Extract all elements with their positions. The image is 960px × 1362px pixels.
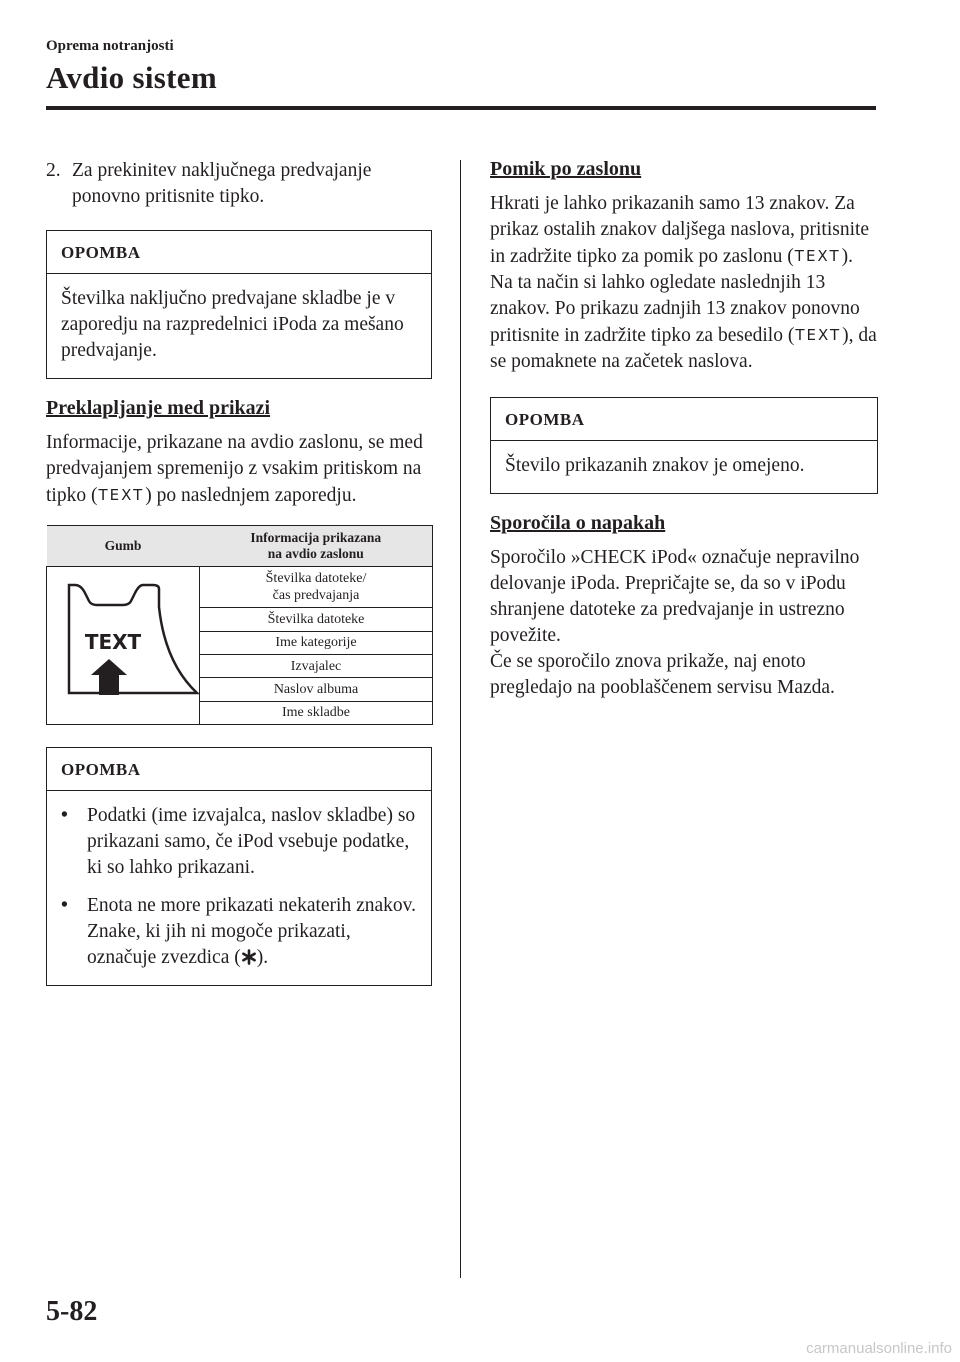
note-heading: OPOMBA xyxy=(491,398,877,441)
step-text: Za prekinitev naključnega predvajanje ponovno pritisnite tipko. xyxy=(72,160,372,207)
bullet-text: Enota ne more prikazati nekaterih znakov. Znake, ki jih ni mogoče prikazati, označuje zvezdica ( ). xyxy=(87,895,417,968)
subheading-scroll: Pomik po zaslonu xyxy=(490,158,642,180)
note-text: Številka naključno predvajane skladbe je v zaporedju na razpredelnici iPoda za mešano predvajanje. xyxy=(61,288,404,361)
note-box-shuffle xyxy=(46,230,432,379)
text-key-icon: TEXT xyxy=(795,326,842,344)
page-number: 5-82 xyxy=(46,1296,98,1327)
paragraph-errors-repeat: Če se sporočilo znova prikaže, naj enoto pregledajo na pooblaščenem servisu Mazda. xyxy=(490,651,835,698)
note-body xyxy=(491,441,877,493)
table-cell: Ime skladbe xyxy=(200,701,433,724)
bullet-item xyxy=(61,893,417,971)
text-key-icon: TEXT xyxy=(794,247,841,265)
left-column xyxy=(46,158,432,986)
table-cell: Naslov albuma xyxy=(200,678,433,701)
table-cell: Številka datoteke xyxy=(200,608,433,631)
step-number: 2. xyxy=(46,160,61,181)
header-rule xyxy=(46,106,876,110)
bullet-mark: • xyxy=(61,805,68,826)
svg-text:TEXT: TEXT xyxy=(84,630,142,654)
text-key-icon: TEXT xyxy=(98,486,145,504)
bullet-mark: • xyxy=(61,895,68,916)
table-cell: Ime kategorije xyxy=(200,631,433,654)
asterisk-icon xyxy=(241,949,257,965)
paragraph-display-switch: Informacije, prikazane na avdio zaslonu, se med predvajanjem spremenijo z vsakim pritiskom na tipko (TEXT) po naslednjem zaporedju. xyxy=(46,432,423,506)
step-2 xyxy=(46,158,432,210)
page-title: Avdio sistem xyxy=(46,60,217,95)
note-box-char-limit xyxy=(490,397,878,494)
table-cell: Izvajalec xyxy=(200,655,433,678)
section-label: Oprema notranjosti xyxy=(46,38,174,54)
right-column xyxy=(490,158,878,701)
text-button-illustration xyxy=(47,567,200,725)
subheading-display-switch: Preklapljanje med prikazi xyxy=(46,397,271,419)
table-row xyxy=(47,567,433,608)
text-button-icon xyxy=(47,567,199,719)
note-heading: OPOMBA xyxy=(47,231,431,274)
paragraph-errors: Sporočilo »CHECK iPod« označuje nepravilno delovanje iPoda. Prepričajte se, da so v iPodu shranjene datoteke za predvajanje in ustrezno povežite. xyxy=(490,547,860,646)
table-header-button: Gumb xyxy=(47,526,200,567)
bullet-text: Podatki (ime izvajalca, naslov skladbe) so prikazani samo, če iPod vsebuje podatke, ki so lahko prikazani. xyxy=(87,805,416,878)
paragraph-scroll: Hkrati je lahko prikazanih samo 13 znakov. Za prikaz ostalih znakov daljšega naslova, pritisnite in zadržite tipko za pomik po zaslonu (TEXT). Na ta način si lahko ogledate naslednjih 13 znakov. Po prikazu zadnjih 13 znakov ponovno pritisnite in zadržite tipko za besedilo (TEXT), da se pomaknete na začetek naslova. xyxy=(490,193,877,372)
subheading-errors: Sporočila o napakah xyxy=(490,512,666,534)
note-text: Število prikazanih znakov je omejeno. xyxy=(505,455,805,476)
note-heading: OPOMBA xyxy=(47,748,431,791)
table-cell: Številka datoteke/ čas predvajanja xyxy=(200,567,433,608)
column-divider xyxy=(460,160,461,1278)
note-box-display xyxy=(46,747,432,986)
display-info-table xyxy=(46,525,433,725)
note-body xyxy=(47,791,431,985)
note-body xyxy=(47,274,431,378)
table-header-info: Informacija prikazana na avdio zaslonu xyxy=(200,526,433,567)
bullet-item xyxy=(61,803,417,881)
watermark: carmanualsonline.info xyxy=(806,1340,952,1357)
